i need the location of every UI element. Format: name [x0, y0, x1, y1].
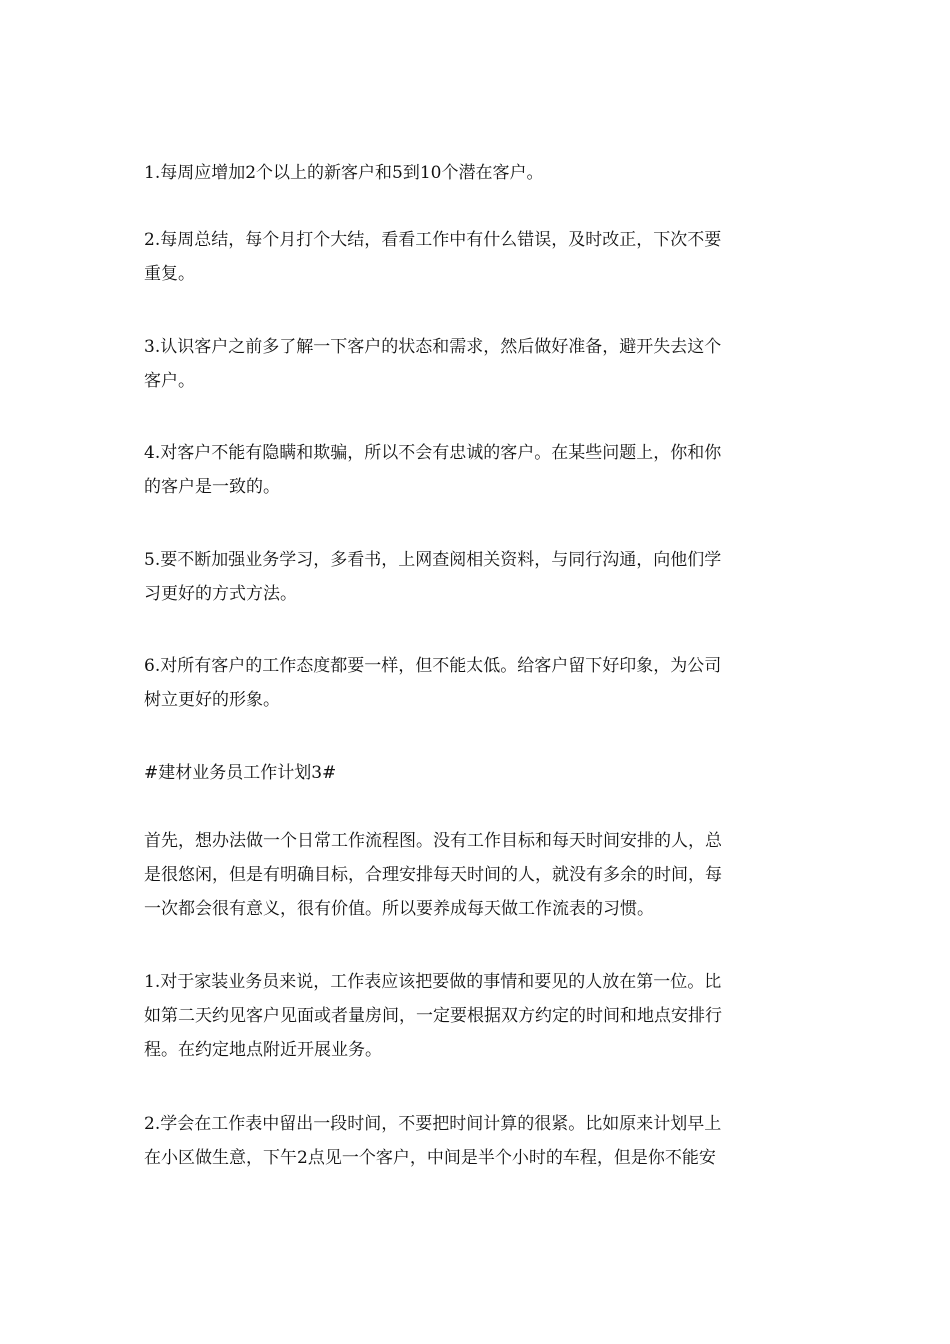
paragraph-item-6 [144, 649, 804, 717]
line: 树立更好的形象。 [144, 690, 280, 710]
line: 1.对于家装业务员来说，工作表应该把要做的事情和要见的人放在第一位。比 [144, 972, 722, 992]
line: 一次都会很有意义，很有价值。所以要养成每天做工作流表的习惯。 [144, 899, 654, 919]
paragraph-item-4 [144, 436, 804, 504]
line: 如第二天约见客户见面或者量房间，一定要根据双方约定的时间和地点安排行 [144, 1006, 722, 1026]
line: #建材业务员工作计划3# [144, 763, 337, 783]
paragraph-item-b2 [144, 1107, 804, 1175]
line: 6.对所有客户的工作态度都要一样，但不能太低。给客户留下好印象，为公司 [144, 656, 722, 676]
line: 是很悠闲，但是有明确目标，合理安排每天时间的人，就没有多余的时间，每 [144, 865, 722, 885]
line: 1.每周应增加2个以上的新客户和5到10个潜在客户。 [144, 163, 544, 183]
paragraph-item-2 [144, 223, 804, 291]
line: 2.每周总结，每个月打个大结，看看工作中有什么错误，及时改正，下次不要 [144, 230, 722, 250]
line: 2.学会在工作表中留出一段时间，不要把时间计算的很紧。比如原来计划早上 [144, 1114, 722, 1134]
line: 程。在约定地点附近开展业务。 [144, 1040, 382, 1060]
line: 在小区做生意，下午2点见一个客户，中间是半个小时的车程，但是你不能安 [144, 1148, 716, 1168]
line: 的客户是一致的。 [144, 477, 280, 497]
line: 4.对客户不能有隐瞒和欺骗，所以不会有忠诚的客户。在某些问题上，你和你 [144, 443, 722, 463]
line: 习更好的方式方法。 [144, 584, 297, 604]
section-heading [144, 756, 804, 790]
paragraph-item-b1 [144, 965, 804, 1067]
line: 客户。 [144, 371, 195, 391]
line: 重复。 [144, 264, 195, 284]
line: 3.认识客户之前多了解一下客户的状态和需求，然后做好准备，避开失去这个 [144, 337, 722, 357]
intro-paragraph [144, 824, 804, 926]
paragraph-item-3 [144, 330, 804, 398]
line: 首先，想办法做一个日常工作流程图。没有工作目标和每天时间安排的人，总 [144, 831, 722, 851]
paragraph-item-1 [144, 156, 804, 190]
line: 5.要不断加强业务学习，多看书，上网查阅相关资料，与同行沟通，向他们学 [144, 550, 722, 570]
paragraph-item-5 [144, 543, 804, 611]
